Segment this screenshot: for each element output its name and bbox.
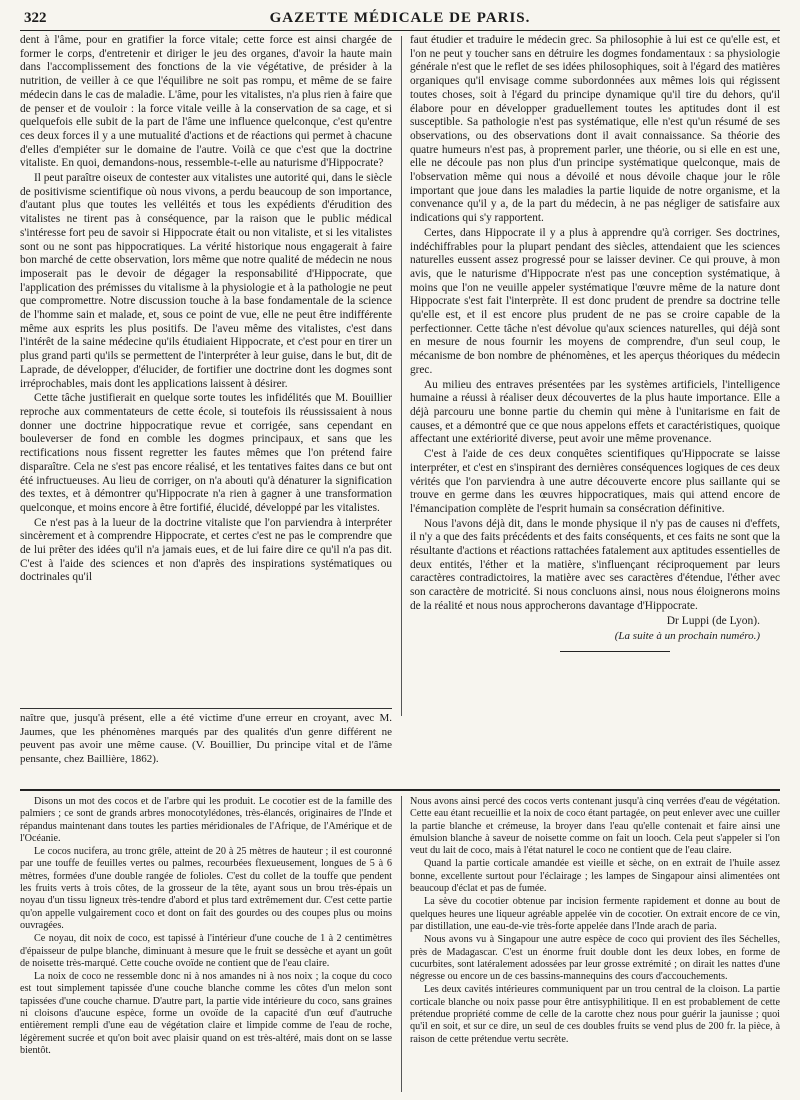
end-rule bbox=[560, 651, 670, 652]
footnote-rule bbox=[20, 708, 392, 709]
paragraph: La noix de coco ne ressemble donc ni à nos amandes ni à nos noix ; la coque du coco est tout simplement tapissée d'une couche blanche comme les côtes d'un melon sont tapissées d'une couche charnue. D'autre part, la partie vide intérieure du coco, sans graines ni cloisons d'aucune espèce, forme un ovoïde de la capacité d'un œuf d'autruche entièrement rempli d'une eau de végétation claire et limpide comme de l'eau de roche, légèrement sucrée et qu'on boit avec plaisir quand on est très-altéré, mais dont on se lasse bientôt. bbox=[20, 971, 392, 1056]
paragraph: dent à l'âme, pour en gratifier la force vitale; cette force est ainsi chargée de former le corps, d'entretenir et diriger le jeu des organes, d'avoir la haute main dans l'accomplissement des fonctions de la vie végétative, de présider à la nutrition, de veiller à ce que l'équilibre ne soit pas rompu, et même de se faire médecin dans le cas de maladie. L'âme, pour les vitalistes, n'a plus rien à faire que de penser et de vouloir : la force vitale veille à la conservation de sa cage, et si quelquefois elle subit de la part de l'âme une influence quelconque, c'est qu'entre ces deux forces il y a une mutualité d'actions et de réactions qui permet à chacune d'elles d'empiéter sur le domaine de l'autre. Voilà ce que c'est que la doctrine vitaliste. En quoi, demandons-nous, ressemble-t-elle au naturisme d'Hippocrate? bbox=[20, 34, 392, 170]
paragraph: Ce noyau, dit noix de coco, est tapissé à l'intérieur d'une couche de 1 à 2 centimètres d'épaisseur de pulpe blanche, diminuant à mesure que le fruit se dessèche et ayant un goût de noisette très-marqué. Cette couche ovoïde ne contient que de l'eau claire. bbox=[20, 933, 392, 969]
paragraph: Ce n'est pas à la lueur de la doctrine vitaliste que l'on parviendra à interpréter sincèrement et à comprendre Hippocrate, et certes c'est ne pas le comprendre que de lui prêter des idées qu'il n'a jamais eues, et de lui faire dire ce qu'il n'a pas dit. C'est à l'aide des sciences et non d'après des inspirations systématiques ou doctrinales qu'il bbox=[20, 516, 392, 584]
paragraph: Au milieu des entraves présentées par les systèmes artificiels, l'intelligence humaine a réussi à réaliser deux découvertes de la plus haute importance. Elle a déjà parcouru une bonne partie du chemin qui mène à l'unitarisme en fait de causes, et a démontré que ce que nous appelons effets et caractéristiques, quoique affectant une extériorité diverse, peut avoir une même provenance. bbox=[410, 378, 780, 446]
paragraph: Disons un mot des cocos et de l'arbre qui les produit. Le cocotier est de la famille des palmiers ; ce sont de grands arbres monocotylédones, très-élancés, originaires de l'Inde et répandus maintenant dans toutes les parties méridionales de l'Afrique, de l'Amérique et de l'Océanie. bbox=[20, 796, 392, 844]
paragraph: Nous l'avons déjà dit, dans le monde physique il n'y pas de causes ni d'effets, il n'y a que des faits précédents et des faits conséquents, et ces faits ne sont que la résultante d'actions et réactions rattachées fatalement aux aptitudes essentielles de deux entités, l'éther et la matière, s'influençant réciproquement par leurs caractères contradictoires, la matière avec ses caractères d'étendue, l'éther avec son caractère de motricité. Si nous concluons ainsi, nous nous éloignerons moins de la réalité et nous nous approcherons davantage d'Hippocrate. bbox=[410, 517, 780, 612]
upper-left-column bbox=[20, 34, 392, 706]
paragraph: Certes, dans Hippocrate il y a plus à apprendre qu'à corriger. Ses doctrines, indéchiffrables pour la plupart pendant des siècles, attendaient que les sciences naturelles eussent assez progressé pour se laisser deviner. Ce qui prouve, à mon avis, que le naturisme d'Hippocrate n'est pas une conception systématique, à moins que l'on ne veuille appeler systématique l'œuvre même de la nature dont Hippocrate s'est fait l'interprète. Il est donc prudent de prendre sa doctrine telle qu'elle est, et il est encore plus prudent de ne pas se croire capable de la perfectionner. Cette tâche n'est dévolue qu'aux sciences naturelles, qui déjà sont en mesure de nous fournir les moyens de comprendre, d'un seul coup, le mécanisme de bon nombre de phénomènes, et les aperçus théoriques du médecin grec. bbox=[410, 226, 780, 376]
paragraph: Quand la partie corticale amandée est vieille et sèche, on en extrait de l'huile assez bonne, excellente surtout pour l'éclairage ; les lampes de Singapour ainsi alimentées ont beaucoup d'éclat et pas de fumée. bbox=[410, 858, 780, 895]
paragraph: Le cocos nucifera, au tronc grêle, atteint de 20 à 25 mètres de hauteur ; il est couronné par une touffe de feuilles vertes ou palmes, recourbées flexueusement, longues de 5 à 6 mètres, formées d'une double rangée de folioles. C'est du collet de la touffe que pendent les fruits verts à trois côtes, de la grosseur de la tête, ayant sous un brou très-épais un noyau d'un tissu ligneux très-tendre d'abord et plus tard extrêmement dur. C'est cette partie qu'on appelle vulgairement coco et dont on fait des gourdes ou des coupes plus ou moins ouvragées. bbox=[20, 846, 392, 931]
paragraph: Cette tâche justifierait en quelque sorte toutes les infidélités que M. Bouillier reproche aux commentateurs de cette école, si toutefois ils réussissaient à nous donner une doctrine hippocratique revue et corrigée, sans cependant en bouleverser de fond en comble les dogmes principaux, et sans que les rectifications nous fissent regretter les fautes mêmes que l'on prétend faire disparaître. Cela ne s'est pas encore réalisé, et les tentatives faites dans ce but ont été infructueuses. Au lieu de corriger, on n'a abouti qu'à dénaturer la signification des textes, et à démontrer qu'Hippocrate n'a rien à gagner à une transformation quelconque, et moins encore à être fortifié, élucidé, développé par les vitalistes. bbox=[20, 392, 392, 514]
journal-title: GAZETTE MÉDICALE DE PARIS. bbox=[269, 10, 531, 26]
author-signature: Dr Luppi (de Lyon). bbox=[666, 614, 760, 627]
paragraph: faut étudier et traduire le médecin grec. Sa philosophie à lui est ce qu'elle est, et l'on ne peut y toucher sans en détruire les dogmes fondamentaux : sa physiologie générale n'est que le reflet de ses idées philosophiques, soit à l'égard des matières organiques qu'il envisage comme subordonnées aux mêmes lois qui régissent toutes choses, soit à l'égard du principe dynamique qu'il tire du dehors, qu'il élabore pour en développer graduellement toutes les aptitudes dont il est susceptible. Sa pathologie n'est pas systématique, elle n'est qu'un résumé de ses observations, ou des observations dont il avait connaissance. Sa théorie des quatre humeurs n'est pas, à proprement parler, une théorie, ou si elle en est une, elle ne découle pas non plus d'un principe systématique quelconque, mais de l'observation même qui nous a dévoilé et nous dévoile chaque jour le rôle important que joue dans les maladies la partie liquide de notre organisme, et la convenance qu'il y a, de la part du médecin, à ne pas négliger de satisfaire aux indications qui s'y rapportent. bbox=[410, 34, 780, 225]
signature-block bbox=[410, 615, 780, 659]
paragraph: Nous avons vu à Singapour une autre espèce de coco qui provient des îles Séchelles, près de Madagascar. C'est un énorme fruit double dont les deux lobes, en forme de cucurbites, sont latéralement adossées par leur grosse extrémité ; on dirait les nattes d'une négresse ou encore un de ces bassins-mannequins des cours d'accouchements. bbox=[410, 934, 780, 983]
page-number: 322 bbox=[24, 10, 47, 26]
upper-right-column bbox=[410, 34, 780, 724]
lower-left-column bbox=[20, 796, 392, 1096]
lower-right-column bbox=[410, 796, 780, 1096]
paragraph: C'est à l'aide de ces deux conquêtes scientifiques qu'Hippocrate se laisse interpréter, et c'est en s'inspirant des dernières conséquences logiques de ces deux vérités que l'on parviendra à une autre découverte encore plus saillante qui se trouve en germe dans les œuvres hippocratiques, mais qui attend encore de l'émancipation complète de l'esprit humain sa consécration définitive. bbox=[410, 448, 780, 515]
column-divider bbox=[401, 796, 402, 1092]
page-header bbox=[20, 6, 780, 31]
paragraph: Les deux cavités intérieures communiquent par un trou central de la cloison. La partie corticale blanche ou noix passe pour être antisyphilitique. Il en est probablement de cette prétendue propriété comme de celle de la carotte chez nous pour guérir la jaunisse ; quoi qu'il en soit, et sur ce dire, un seul de ces doubles fruits se vend plus de 200 fr. la pièce, à raison de cette prétendue vertu secrète. bbox=[410, 984, 780, 1045]
section-separator bbox=[20, 789, 780, 791]
paragraph: La sève du cocotier obtenue par incision fermente rapidement et donne au bout de quelques heures une liqueur agréable appelée vin de cocotier. On extrait encore de ce vin, par distillation, une eau-de-vie très-forte appelée dans l'Inde arach de paria. bbox=[410, 896, 780, 932]
column-divider bbox=[401, 36, 402, 716]
journal-page bbox=[20, 6, 780, 1096]
paragraph: Il peut paraître oiseux de contester aux vitalistes une autorité qui, dans le siècle de positivisme scientifique où nous vivons, a perdu beaucoup de son importance, d'autant plus que toutes les velléités et tous les expédients d'érudition des vitalistes ne tirent pas à conséquence, par la raison que le public médical s'intéresse fort peu de savoir si Hippocrate était ou non vitaliste, et si les vitalistes sont ou ne sont pas hippocratiques. La vérité historique nous engagerait à faire bon marché de cette observation, lors même que notre qualité de médecin ne nous imposerait pas le devoir de dégager la responsabilité d'Hippocrate, que l'application des prémisses du vitalisme à la physiologie et à la pathologie ne peut que compromettre. Notre discussion touche à la base fondamentale de la science de l'homme sain et malade, et, sous ce point de vue, elle ne peut être indifférente même aux esprits les plus positifs. De l'aveu même des vitalistes, c'est dans l'intérêt de la saine médecine qu'ils étudiaient Hippocrate, et c'est pour en tirer un plus grand parti qu'ils se permettent de l'interpréter à leur guise, dans le but, dit de Laprade, de développer, d'élucider, de fortifier une doctrine dont les dogmes sont irréprochables, mais dont les applications laissent à désirer. bbox=[20, 172, 392, 390]
continuation-note: (La suite à un prochain numéro.) bbox=[614, 629, 760, 642]
paragraph: Nous avons ainsi percé des cocos verts contenant jusqu'à cinq verrées d'eau de végétation. Cette eau étant recueillie et la noix de coco étant partagée, on peut enlever avec une cuiller la partie blanche et crémeuse, la broyer dans l'eau qu'elle contenait et faire ainsi une émulsion blanche à saveur de noisette comme on fait un looch. Cela peut s'appeler si l'on veut du lait de coco, mais à l'état naturel le coco ne contient que de l'eau claire. bbox=[410, 796, 780, 857]
footnote: naître que, jusqu'à présent, elle a été victime d'une erreur en croyant, avec M. Jaumes, que les phénomènes marqués par des qualités d'un genre différent ne peuvent pas avoir une même cause. (V. Bouillier, Du principe vital et de l'âme pensante, chez Baillière, 1862). bbox=[20, 712, 392, 765]
